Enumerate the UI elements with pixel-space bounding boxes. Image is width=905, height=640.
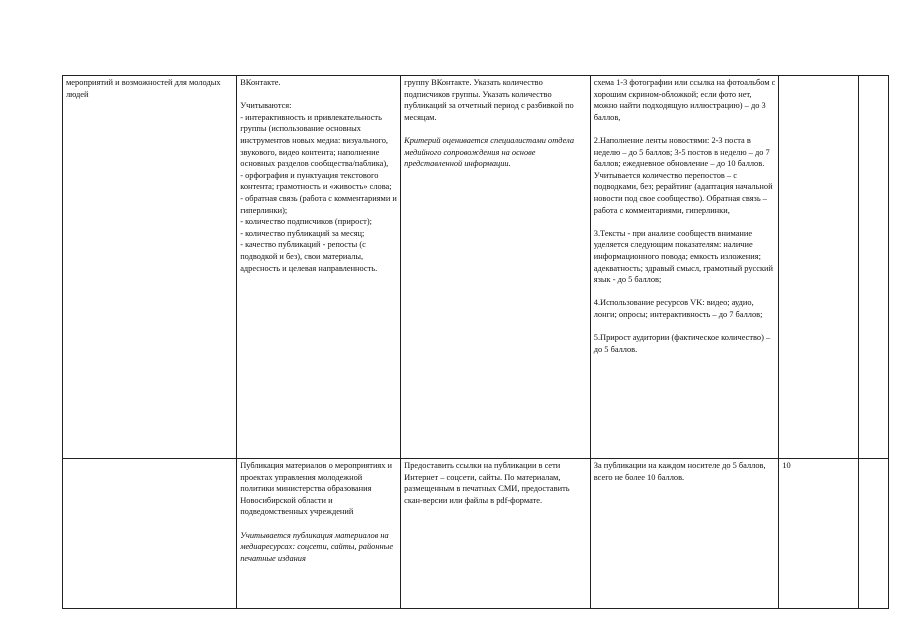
cell-paragraph: схема 1-3 фотографии или ссылка на фотоальбом с хорошим скрином-обложкой; если фото нет, можно найти подходящую иллюстрацию) – до 3 баллов, <box>593 78 776 122</box>
cell-text: группу ВКонтакте. Указать количество подписчиков группы. Указать количество публикаций за отчетный период с разбивкой по месяцам. <box>404 78 574 122</box>
table-cell-score <box>859 76 889 459</box>
cell-italic-note: Учитывается публикация материалов на медиаресурсах: соцсети, сайты, районные печатные издания <box>240 530 394 563</box>
table-cell-documents <box>401 459 591 609</box>
cell-text: Публикация материалов о мероприятиях и проектах управления молодежной политики министерства образования Новосибирской области и подведомственных учреждений <box>240 461 393 517</box>
table-cell-direction <box>63 459 237 609</box>
spacer <box>594 123 777 135</box>
spacer <box>240 518 398 530</box>
cell-line: - интерактивность и привлекательность группы (использование основных инструментов новых медиа: визуального, звукового, видео контента; наполнение основных разделов сообщества/паблика), <box>240 112 389 169</box>
table-row <box>63 459 889 609</box>
cell-text: Предоставить ссылки на публикации в сети Интернет – соцсети, сайты. По материалам, размещенным в печатных СМИ, предоставить скан-версии или файлы в pdf-формате. <box>404 461 570 505</box>
cell-text: мероприятий и возможностей для молодых людей <box>66 78 221 99</box>
cell-italic-note: Критерий оценивается специалистами отдела медийного сопровождения на основе представленной информации. <box>404 135 575 169</box>
table-cell-score <box>859 459 889 609</box>
spacer <box>594 320 777 332</box>
cell-text: 10 <box>782 461 791 470</box>
table-cell-documents <box>401 76 591 459</box>
table-cell-max-score <box>779 76 859 459</box>
table-cell-direction <box>63 76 237 459</box>
table-cell-scoring <box>590 459 779 609</box>
table-cell-criteria <box>237 76 401 459</box>
cell-paragraph: 5.Прирост аудитории (фактическое количество) – до 5 баллов. <box>593 333 771 354</box>
cell-line: - орфография и пунктуация текстового контента; грамотность и «живость» слова; <box>240 170 392 192</box>
cell-text: За публикации на каждом носителе до 5 баллов, всего не более 10 баллов. <box>593 461 766 482</box>
cell-paragraph: 3.Тексты - при анализе сообществ внимание уделяется следующим показателям: наличие информационного повода; емкость изложения; адекватность; здравый смысл, грамотный русский язык - до 5 баллов; <box>593 228 774 285</box>
cell-line: - обратная связь (работа с комментариями и гиперлинки); <box>240 193 397 215</box>
cell-line: Учитываются: <box>240 101 292 111</box>
table-cell-max-score <box>779 459 859 609</box>
spacer <box>404 123 588 135</box>
criteria-table <box>62 75 889 609</box>
spacer <box>594 286 777 298</box>
cell-paragraph: 2.Наполнение ленты новостями: 2-3 поста в неделю – до 5 баллов; 3-5 постов в неделю – до 7 баллов; ежедневное обновление – до 10 баллов. Учитывается количество перепостов – с подводками, без; рерайтинг (адаптация начальной новости под свое сообщество). Обратная связь – работа с комментариями, гиперлинки, <box>593 135 773 215</box>
cell-title: ВКонтакте. <box>240 78 281 87</box>
table-cell-criteria <box>237 459 401 609</box>
cell-line: - количество публикаций за месяц; <box>240 228 365 238</box>
spacer <box>594 216 777 228</box>
cell-line: - количество подписчиков (прирост); <box>240 217 372 227</box>
cell-paragraph: 4.Использование ресурсов VK: видео; аудио, лонги; опросы; интерактивность – до 7 баллов; <box>593 298 763 319</box>
spacer <box>240 89 398 101</box>
cell-line: - качество публикаций - репосты (с подводкой и без), свои материалы, адресность и целевая направленность. <box>240 240 378 273</box>
table-cell-scoring <box>590 76 779 459</box>
table-row <box>63 76 889 459</box>
